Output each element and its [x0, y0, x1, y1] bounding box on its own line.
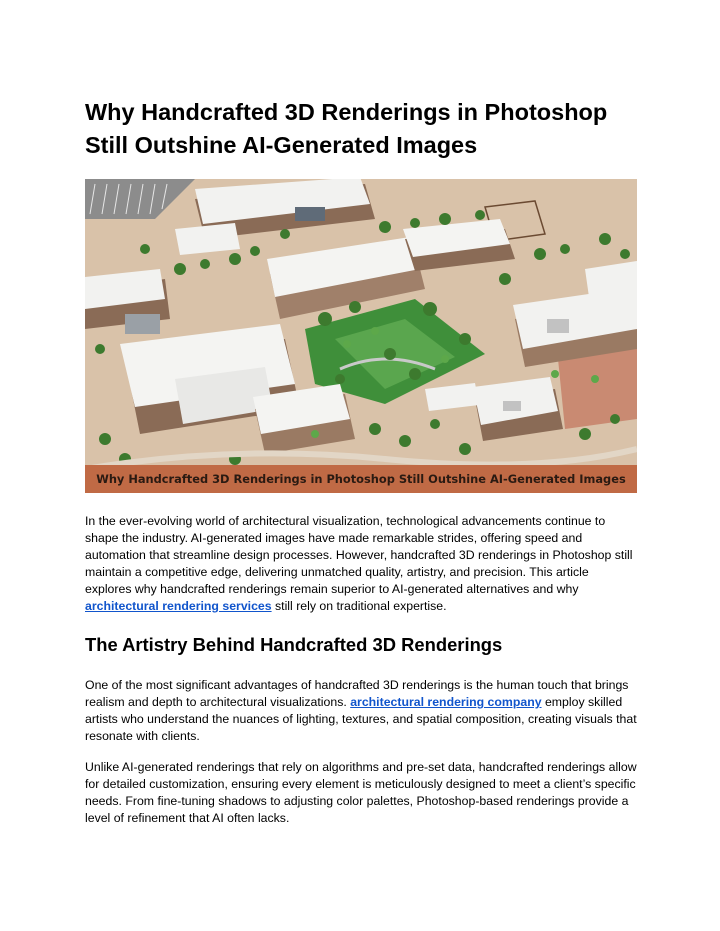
architectural-rendering-company-link[interactable]: architectural rendering company: [350, 695, 542, 709]
hero-banner: [85, 465, 637, 493]
title-line-1: Why Handcrafted 3D Renderings in Photoshop: [85, 99, 608, 125]
hero-image: [85, 179, 637, 493]
intro-text-after-link: still rely on traditional expertise.: [271, 599, 447, 613]
section-paragraph-2: Unlike AI-generated renderings that rely on algorithms and pre-set data, handcrafted renderings allow for detailed customization, ensuring every element is meticulously designed to meet a client’s specific needs. From fine-tuning shadows to adjusting color palettes, Photoshop-based renderings provide a level of refinement that AI often lacks.: [85, 760, 637, 825]
intro-paragraph: [85, 513, 638, 615]
title-line-2: Still Outshine AI-Generated Images: [85, 132, 478, 158]
para1-text-before-link: One of the most significant advantages of handcrafted 3D renderings is the human touch that brings realism and depth to architectural visualizations.: [85, 678, 629, 709]
aerial-campus-rendering-icon: [85, 179, 637, 493]
page-title: [85, 96, 638, 162]
para1-text-after-link: employ skilled artists who understand the nuances of lighting, textures, and spatial composition, creating visuals that resonate with clients.: [85, 695, 637, 743]
hero-banner-text: Why Handcrafted 3D Renderings in Photoshop Still Outshine AI-Generated Images: [96, 472, 626, 486]
architectural-rendering-services-link[interactable]: architectural rendering services: [85, 599, 272, 613]
section-heading: The Artistry Behind Handcrafted 3D Renderings: [85, 634, 503, 655]
intro-text-before-link: In the ever-evolving world of architectural visualization, technological advancements continue to shape the industry. AI-generated images have made remarkable strides, offering speed and automation that streamline design processes. However, handcrafted 3D renderings in Photoshop still maintain a competitive edge, delivering unmatched quality, artistry, and precision. This article explores why handcrafted renderings remain superior to AI-generated alternatives and why: [85, 514, 633, 596]
article: [85, 96, 638, 827]
section-paragraph-1: [85, 677, 638, 745]
